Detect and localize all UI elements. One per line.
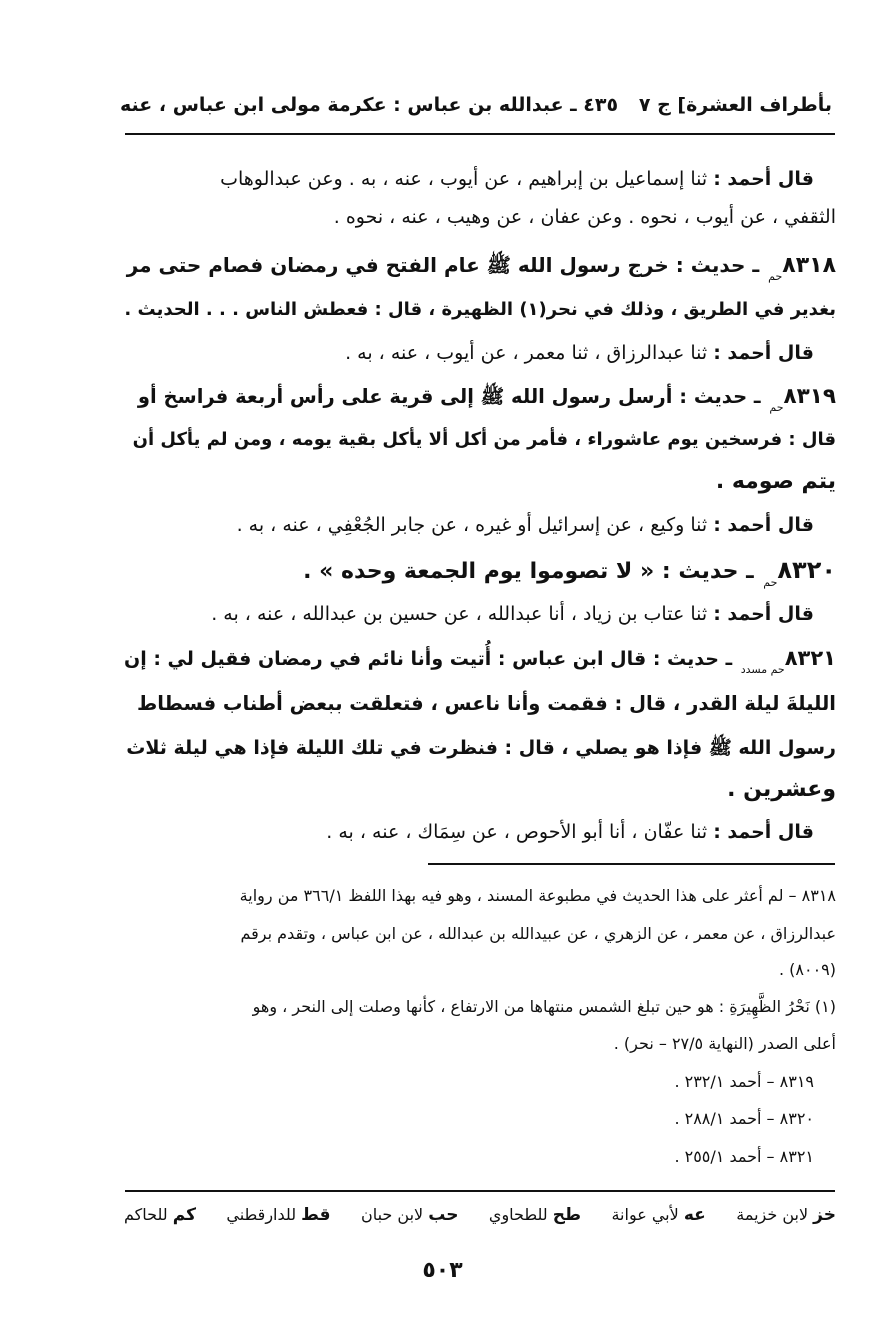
hadith-heading-8321: [124, 636, 836, 680]
isnad-text: ثنا عفّان ، أنا أبو الأحوص ، عن سِمَاك ، عنه ، به .: [326, 821, 708, 843]
hadith-text-line: الليلةَ ليلة القدر ، قال : فقمت وأنا ناعس ، فتعلقت ببعض أطناب فسطاط: [136, 692, 836, 715]
hadith-label: ـ حديث :: [679, 385, 761, 408]
abbreviation-legend: [124, 1196, 836, 1234]
isnad-text: ثنا وكيع ، عن إسرائيل أو غيره ، عن جابر الجُعْفِي ، عنه ، به .: [236, 514, 708, 536]
hadith-text: قال ابن عباس : أُتيت وأنا نائم في رمضان فقيل لي : إن: [124, 648, 647, 670]
legend-name: للحاكم: [124, 1205, 168, 1224]
hadith-number: ٨٣١٩: [783, 384, 836, 409]
header-section-title: ٤٣٥ ـ عبدالله بن عباس : عكرمة مولى ابن عباس ، عنه: [120, 94, 619, 116]
isnad-label: قال أحمد :: [713, 342, 814, 364]
hadith-label: ـ حديث :: [661, 559, 754, 584]
text-line: الثقفي ، عن أيوب ، نحوه . وعن عفان ، عن وهيب ، عنه ، نحوه .: [333, 206, 836, 228]
hadith-text: أرسل رسول الله ﷺ إلى قرية على رأس أربعة فراسخ أو: [137, 385, 673, 408]
source-marks: حم: [769, 401, 784, 414]
legend-name: لأبي عوانة: [611, 1205, 679, 1224]
source-reference: ٨٣٢١ – أحمد ٢٥٥/١ .: [674, 1147, 814, 1166]
isnad-text: ثنا إسماعيل بن إبراهيم ، عن أيوب ، عنه ، به . وعن عبدالوهاب: [220, 168, 708, 190]
hadith-heading-8318: [124, 243, 836, 287]
hadith-label: ـ حديث :: [652, 648, 733, 670]
hadith-text: « لا تصوموا يوم الجمعة وحده » .: [303, 559, 655, 584]
header-book-ref: بأطراف العشرة] ج ٧: [638, 94, 832, 116]
hadith-number: ٨٣١٨: [782, 253, 836, 278]
footnote-line: (١) نَحْرُ الظَّهِيرَةِ : هو حين تبلغ الشمس منتهاها من الارتفاع ، كأنها وصلت إلى النحر ، وهو: [252, 997, 836, 1016]
legend-abbr: كم: [172, 1205, 196, 1225]
legend-item: [361, 1205, 459, 1225]
legend-rule: [125, 1190, 835, 1192]
legend-abbr: طح: [552, 1205, 582, 1225]
source-marks: حم: [763, 576, 778, 589]
isnad-line: [124, 592, 814, 636]
running-header: [120, 88, 832, 122]
legend-name: لابن حبان: [360, 1205, 424, 1224]
source-reference: ٨٣٢٠ – أحمد ٢٨٨/١ .: [674, 1109, 814, 1128]
isnad-text: ثنا عبدالرزاق ، ثنا معمر ، عن أيوب ، عنه ، به .: [345, 342, 708, 364]
isnad-line: [124, 331, 814, 375]
legend-item: [736, 1205, 836, 1225]
hadith-text-line: يتم صومه .: [715, 469, 836, 494]
legend-abbr: قط: [301, 1205, 331, 1225]
isnad-line: [124, 810, 814, 854]
hadith-number: ٨٣٢١: [784, 646, 836, 670]
isnad-label: قال أحمد :: [713, 514, 814, 536]
isnad-label: قال أحمد :: [713, 168, 814, 190]
hadith-text-line: رسول الله ﷺ فإذا هو يصلي ، قال : فنظرت في تلك الليلة فإذا هي ليلة ثلاث: [126, 737, 836, 759]
footnote-line: عبدالرزاق ، عن معمر ، عن الزهري ، عن عبيدالله بن عبدالله ، عن ابن عباس ، وتقدم برقم: [240, 924, 836, 943]
footnote-line: أعلى الصدر (النهاية ٢٧/٥ – نحر) .: [613, 1034, 836, 1053]
source-marks: حم: [768, 270, 783, 283]
legend-item: [124, 1205, 196, 1225]
source-marks: حم مسدد: [740, 663, 785, 676]
hadith-number: ٨٣٢٠: [777, 556, 836, 584]
legend-name: لابن خزيمة: [736, 1205, 809, 1224]
hadith-text-line: قال : فرسخين يوم عاشوراء ، فأمر من أكل ألا يأكل بقية يومه ، ومن لم يأكل أن: [132, 429, 836, 450]
legend-name: للطحاوي: [488, 1205, 548, 1224]
legend-abbr: عه: [683, 1205, 706, 1225]
hadith-text-line: وعشرين .: [727, 777, 836, 802]
legend-item: [226, 1205, 330, 1225]
legend-item: [611, 1205, 705, 1225]
isnad-label: قال أحمد :: [713, 603, 814, 625]
hadith-text: خرج رسول الله ﷺ عام الفتح في رمضان فصام حتى مر: [126, 253, 669, 277]
hadith-heading-8320: [124, 548, 836, 592]
footnote-line: ٨٣١٨ – لم أعثر على هذا الحديث في مطبوعة المسند ، وهو فيه بهذا اللفظ ٣٦٦/١ من رواية: [239, 886, 836, 905]
footnote-line: (٨٠٠٩) .: [778, 960, 836, 979]
isnad-text: ثنا عتاب بن زياد ، أنا عبدالله ، عن حسين بن عبدالله ، عنه ، به .: [211, 603, 708, 625]
isnad-label: قال أحمد :: [713, 821, 814, 843]
hadith-heading-8319: [124, 375, 836, 419]
legend-abbr: خز: [813, 1205, 836, 1225]
isnad-line: [124, 503, 814, 547]
header-rule: [125, 133, 835, 135]
footnotes-rule: [428, 863, 835, 865]
page-number: ٥٠٣: [422, 1258, 463, 1283]
source-reference: ٨٣١٩ – أحمد ٢٣٢/١ .: [674, 1072, 814, 1091]
legend-item: [489, 1205, 581, 1225]
hadith-label: ـ حديث :: [675, 253, 760, 277]
legend-abbr: حب: [428, 1205, 459, 1225]
legend-name: للدارقطني: [226, 1205, 297, 1224]
hadith-text-line: بغدير في الطريق ، وذلك في نحر(١) الظهيرة ، قال : فعطش الناس . . . الحديث .: [124, 299, 836, 320]
